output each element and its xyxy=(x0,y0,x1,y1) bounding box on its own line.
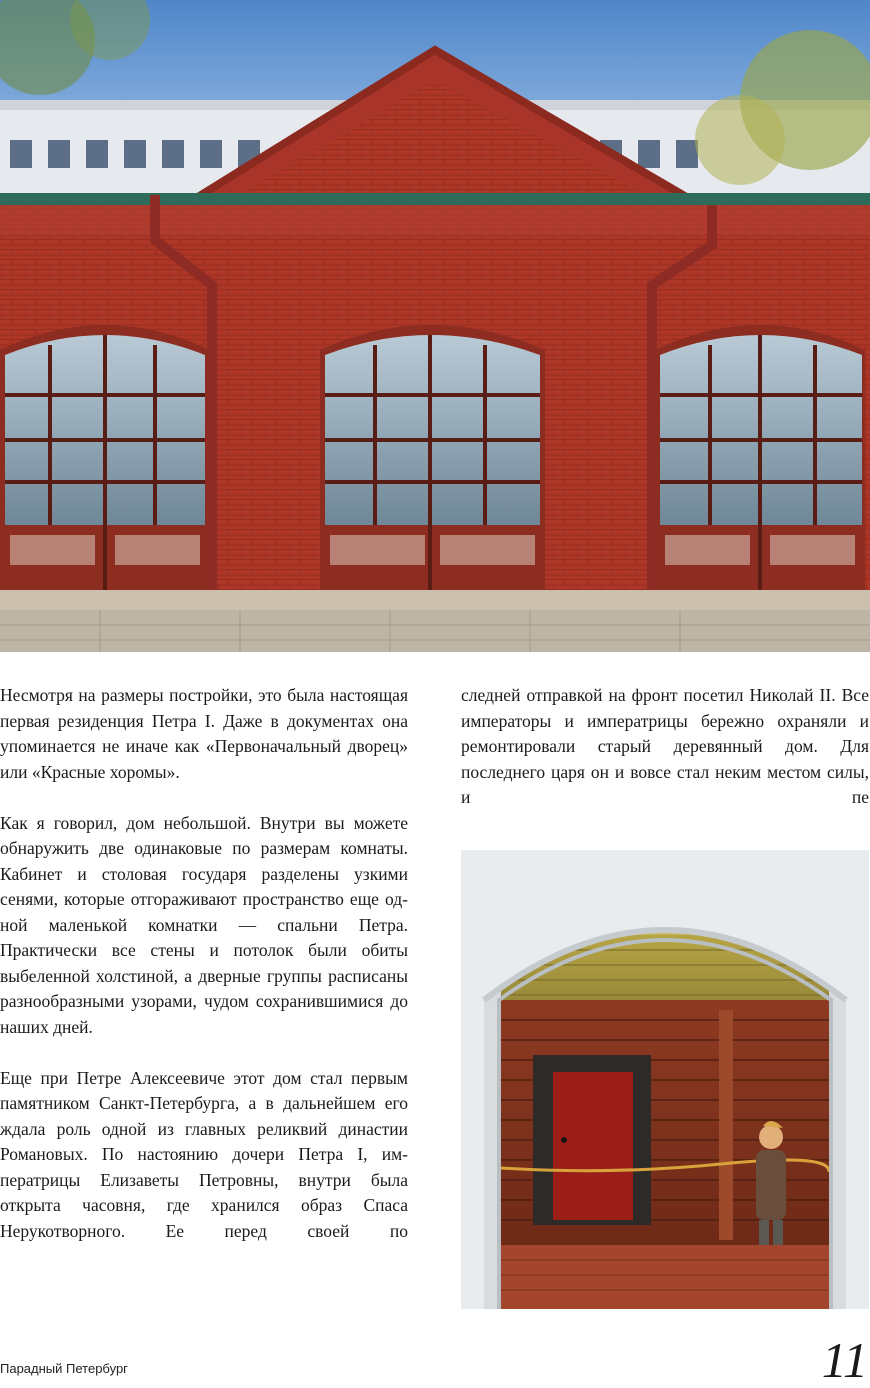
left-text-column xyxy=(0,683,408,1270)
red-brick-house-photo xyxy=(0,0,870,652)
page-number: 11 xyxy=(821,1332,868,1388)
paragraph: Еще при Петре Алексеевиче этот дом стал первым памятником Санкт-Петербурга, а в дальнейшем его ждала роль одной из главных реликвий династии Романовых. По настоянию дочери Петра I, императрицы Елизаветы Петровны, внутри была открыта часовня, где хранился образ Спаса Нерукотворного. Ее перед своей по xyxy=(0,1067,408,1241)
right-text-column xyxy=(461,683,869,836)
running-footer-title: Парадный Петербург xyxy=(0,1361,128,1376)
paragraph: следней отправкой на фронт посетил Николай II. Все императоры и императрицы бережно охраняли и ремонтировали старый деревянный дом. Для последнего царя он и вовсе стал неким местом силы, и пе xyxy=(461,685,869,807)
wooden-cabin-interior-photo xyxy=(461,850,869,1309)
paragraph: Как я говорил, дом небольшой. Внутри вы можете обнаружить две одинаковые по размерам комнаты. Кабинет и столовая государя разделены узкими сенями, которые отгораживают пространство еще одной маленькой комнатки — спальни Петра. Практически все стены и потолок были обиты выбеленной холстиной, а дверные группы расписаны разнообразными узорами, чудом сохранившимися до наших дней. xyxy=(0,812,408,1037)
paragraph: Несмотря на размеры постройки, это была настоящая первая резиденция Петра I. Даже в документах она упоминается не иначе как «Первоначальный дворец» или «Красные хоромы». xyxy=(0,685,408,782)
